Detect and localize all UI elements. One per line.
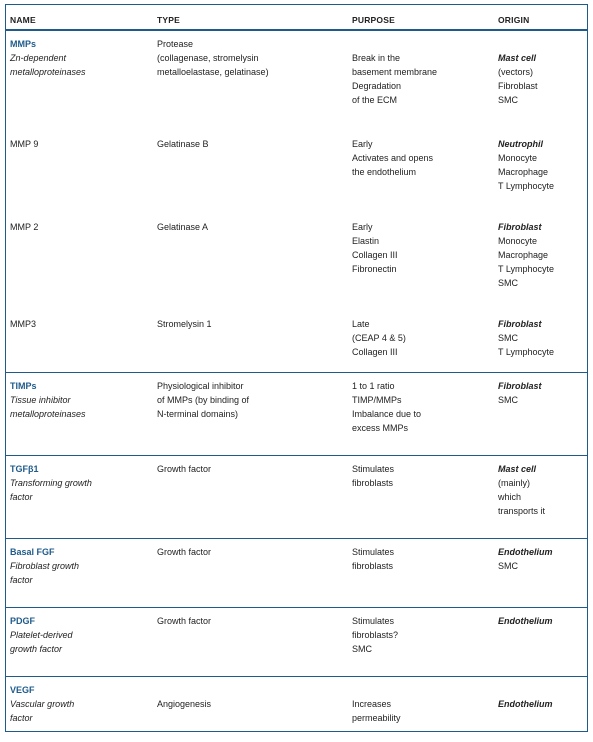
origin-line: SMC — [498, 95, 518, 105]
name-subtitle: metalloproteinases — [10, 67, 86, 77]
name-title: MMPs — [10, 39, 37, 49]
table-header — [6, 5, 587, 31]
purpose-line: (CEAP 4 & 5) — [352, 333, 406, 343]
purpose-line: Stimulates — [352, 616, 395, 626]
type-cell — [157, 683, 342, 711]
purpose-cell — [352, 545, 487, 573]
name-cell — [10, 379, 150, 421]
type-line: Growth factor — [157, 616, 212, 626]
origin-cell — [498, 683, 584, 711]
origin-cell — [498, 220, 584, 290]
type-cell — [157, 37, 342, 79]
name-subtitle: Fibroblast growth — [10, 561, 80, 571]
purpose-line: Degradation — [352, 81, 402, 91]
header-type: TYPE — [157, 15, 181, 25]
origin-line: SMC — [498, 395, 518, 405]
name-title: PDGF — [10, 616, 36, 626]
type-line: Angiogenesis — [157, 699, 212, 709]
name-title: TGFβ1 — [10, 464, 39, 474]
origin-line: SMC — [498, 278, 518, 288]
name-label: MMP 9 — [10, 139, 39, 149]
purpose-line: Stimulates — [352, 464, 395, 474]
name-cell — [10, 462, 150, 504]
name-title: Basal FGF — [10, 547, 55, 557]
origin-primary: Endothelium — [498, 616, 553, 626]
purpose-line: of the ECM — [352, 95, 398, 105]
origin-line: Macrophage — [498, 167, 549, 177]
header-purpose: PURPOSE — [352, 15, 395, 25]
purpose-line: Elastin — [352, 236, 380, 246]
purpose-line: Break in the — [352, 53, 401, 63]
purpose-cell — [352, 614, 487, 656]
purpose-line: fibroblasts — [352, 561, 394, 571]
purpose-line — [352, 683, 487, 697]
purpose-cell — [352, 462, 487, 490]
name-subtitle: Tissue inhibitor — [10, 395, 71, 405]
name-label: MMP3 — [10, 319, 37, 329]
purpose-line: Activates and opens — [352, 153, 434, 163]
purpose-line: basement membrane — [352, 67, 438, 77]
purpose-line: the endothelium — [352, 167, 417, 177]
origin-line: (mainly) — [498, 478, 531, 488]
name-subtitle: factor — [10, 713, 33, 723]
origin-line: which — [498, 492, 522, 502]
origin-line: transports it — [498, 506, 546, 516]
name-cell — [10, 545, 150, 587]
purpose-cell — [352, 37, 487, 107]
origin-primary: Fibroblast — [498, 381, 542, 391]
type-line: Protease — [157, 39, 194, 49]
type-line: Physiological inhibitor — [157, 381, 244, 391]
type-line: Growth factor — [157, 547, 212, 557]
origin-line: Fibroblast — [498, 81, 538, 91]
table-row — [6, 311, 587, 372]
purpose-cell — [352, 317, 487, 359]
name-cell — [10, 683, 150, 725]
purpose-line: Collagen III — [352, 347, 398, 357]
name-subtitle: Zn-dependent — [10, 53, 67, 63]
purpose-line: 1 to 1 ratio — [352, 381, 395, 391]
origin-primary: Fibroblast — [498, 319, 542, 329]
purpose-cell — [352, 137, 487, 179]
origin-cell — [498, 545, 584, 573]
type-cell — [157, 220, 342, 234]
type-line: (collagenase, stromelysin — [157, 53, 259, 63]
name-cell — [10, 317, 150, 331]
table-row — [6, 538, 587, 608]
name-subtitle: growth factor — [10, 644, 63, 654]
table-row — [6, 455, 587, 539]
purpose-line: permeability — [352, 713, 401, 723]
purpose-cell — [352, 220, 487, 276]
table-row — [6, 214, 587, 311]
origin-primary: Fibroblast — [498, 222, 542, 232]
origin-primary: Neutrophil — [498, 139, 543, 149]
type-line: N-terminal domains) — [157, 409, 239, 419]
origin-cell — [498, 137, 584, 193]
purpose-line — [352, 37, 487, 51]
name-subtitle: factor — [10, 492, 33, 502]
purpose-line: Fibronectin — [352, 264, 397, 274]
type-line: of MMPs (by binding of — [157, 395, 250, 405]
origin-cell — [498, 317, 584, 359]
table-row — [6, 372, 587, 456]
origin-line: SMC — [498, 333, 518, 343]
origin-primary: Endothelium — [498, 699, 553, 709]
type-cell — [157, 614, 342, 628]
name-subtitle: Transforming growth — [10, 478, 92, 488]
origin-primary — [498, 683, 584, 697]
purpose-line: Collagen III — [352, 250, 398, 260]
type-line: Gelatinase B — [157, 139, 209, 149]
name-subtitle: factor — [10, 575, 33, 585]
purpose-line: Imbalance due to — [352, 409, 422, 419]
purpose-line: fibroblasts — [352, 478, 394, 488]
table-row — [6, 607, 587, 677]
table-row — [6, 131, 587, 214]
origin-line: T Lymphocyte — [498, 264, 555, 274]
type-cell — [157, 379, 342, 421]
purpose-cell — [352, 683, 487, 725]
type-line — [157, 683, 342, 697]
purpose-cell — [352, 379, 487, 435]
type-cell — [157, 545, 342, 559]
name-subtitle: metalloproteinases — [10, 409, 86, 419]
origin-line: Macrophage — [498, 250, 549, 260]
purpose-line: excess MMPs — [352, 423, 409, 433]
name-cell — [10, 137, 150, 151]
name-label: MMP 2 — [10, 222, 39, 232]
table-row — [6, 676, 587, 734]
name-cell — [10, 37, 150, 79]
header-name: NAME — [10, 15, 36, 25]
origin-line: (vectors) — [498, 67, 534, 77]
origin-primary — [498, 37, 584, 51]
origin-cell — [498, 37, 584, 107]
type-cell — [157, 317, 342, 331]
name-title: VEGF — [10, 685, 35, 695]
type-line: Gelatinase A — [157, 222, 209, 232]
purpose-line: TIMP/MMPs — [352, 395, 402, 405]
type-line: Growth factor — [157, 464, 212, 474]
header-origin: ORIGIN — [498, 15, 530, 25]
name-title: TIMPs — [10, 381, 37, 391]
purpose-line: Stimulates — [352, 547, 395, 557]
purpose-line: Late — [352, 319, 370, 329]
origin-cell — [498, 462, 584, 518]
purpose-line: Early — [352, 222, 373, 232]
origin-line: Monocyte — [498, 153, 538, 163]
purpose-line: Increases — [352, 699, 392, 709]
purpose-line: SMC — [352, 644, 372, 654]
origin-cell — [498, 379, 584, 407]
name-subtitle: Vascular growth — [10, 699, 75, 709]
origin-primary: Mast cell — [498, 464, 537, 474]
origin-line: T Lymphocyte — [498, 181, 555, 191]
type-cell — [157, 462, 342, 476]
origin-line: T Lymphocyte — [498, 347, 555, 357]
type-cell — [157, 137, 342, 151]
table-row — [6, 31, 587, 131]
origin-cell — [498, 614, 584, 628]
name-cell — [10, 614, 150, 656]
name-cell — [10, 220, 150, 234]
origin-primary: Endothelium — [498, 547, 553, 557]
name-subtitle: Platelet-derived — [10, 630, 73, 640]
purpose-line: Early — [352, 139, 373, 149]
purpose-line: fibroblasts? — [352, 630, 399, 640]
data-table — [5, 4, 588, 732]
type-line: metalloelastase, gelatinase) — [157, 67, 269, 77]
origin-line: SMC — [498, 561, 518, 571]
origin-line: Monocyte — [498, 236, 538, 246]
type-line: Stromelysin 1 — [157, 319, 212, 329]
origin-primary: Mast cell — [498, 53, 537, 63]
